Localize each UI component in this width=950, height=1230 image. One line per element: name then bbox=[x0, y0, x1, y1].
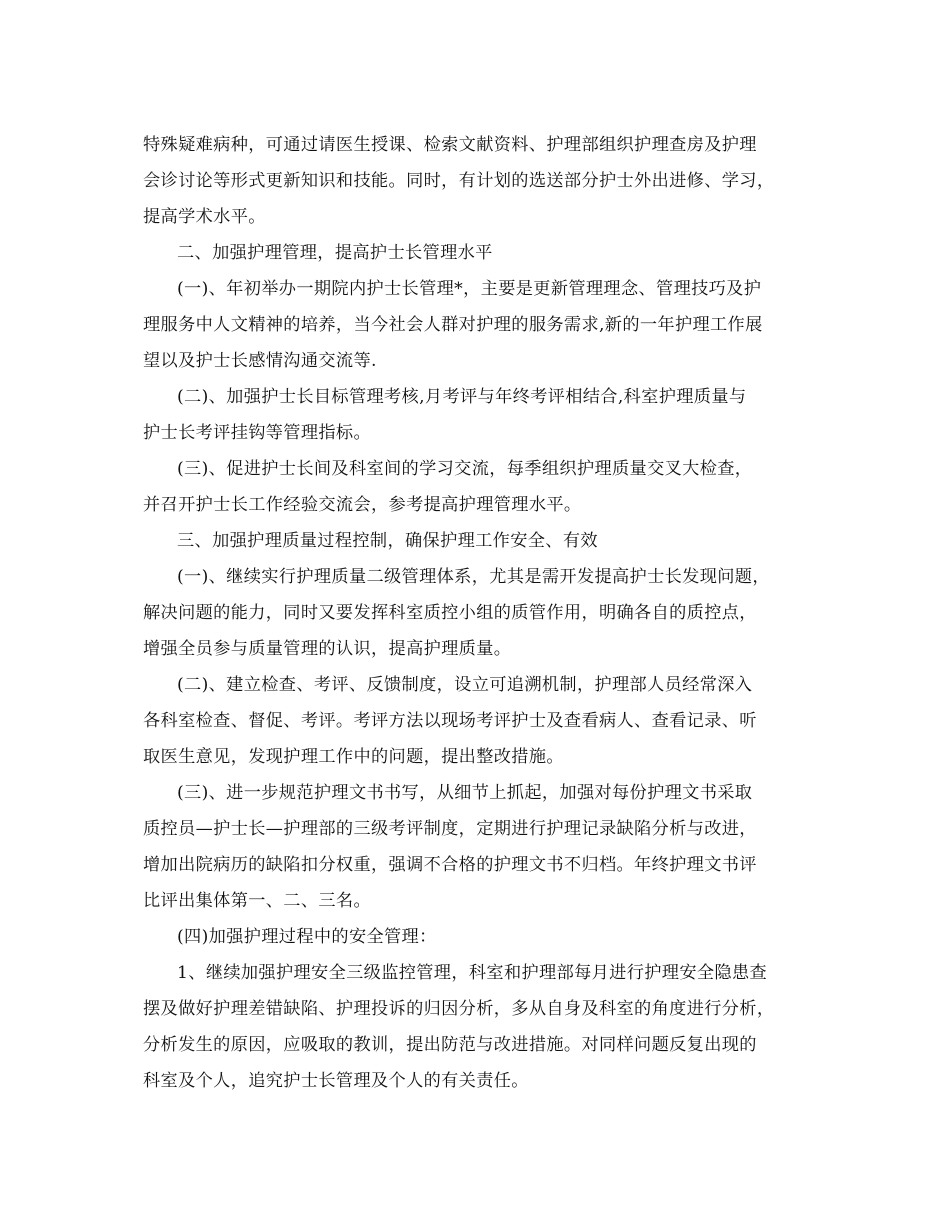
text-line: 护士长考评挂钩等管理指标。 bbox=[143, 423, 371, 443]
section-heading: 三、加强护理质量过程控制，确保护理工作安全、有效 bbox=[177, 531, 598, 551]
text-line: 提高学术水平。 bbox=[143, 207, 266, 227]
text-line: (三)、促进护士长间及科室间的学习交流，每季组织护理质量交叉大检查， bbox=[177, 459, 753, 479]
text-line: 科室及个人，追究护士长管理及个人的有关责任。 bbox=[143, 1071, 529, 1091]
text-line: 望以及护士长感情沟通交流等. bbox=[143, 351, 377, 371]
text-line: 摆及做好护理差错缺陷、护理投诉的归因分析，多从自身及科室的角度进行分析， bbox=[143, 999, 775, 1019]
text-line: 各科室检查、督促、考评。考评方法以现场考评护士及查看病人、查看记录、听 bbox=[143, 711, 757, 731]
section-heading: 二、加强护理管理，提高护士长管理水平 bbox=[177, 243, 493, 263]
text-line: (一)、继续实行护理质量二级管理体系，尤其是需开发提高护士长发现问题， bbox=[177, 567, 770, 587]
document-body bbox=[143, 127, 803, 1099]
text-line: 并召开护士长工作经验交流会，参考提高护理管理水平。 bbox=[143, 495, 582, 515]
text-line: 理服务中人文精神的培养，当今社会人群对护理的服务需求,新的一年护理工作展 bbox=[143, 315, 763, 335]
text-line: 质控员—护士长—护理部的三级考评制度，定期进行护理记录缺陷分析与改进， bbox=[143, 819, 757, 839]
text-line: (三)、进一步规范护理文书书写，从细节上抓起，加强对每份护理文书采取 bbox=[177, 783, 753, 803]
text-line: 取医生意见，发现护理工作中的问题，提出整改措施。 bbox=[143, 747, 564, 767]
text-line: 特殊疑难病种，可通过请医生授课、检索文献资料、护理部组织护理查房及护理 bbox=[143, 135, 757, 155]
text-line: (二)、加强护士长目标管理考核,月考评与年终考评相结合,科室护理质量与 bbox=[177, 387, 747, 407]
text-line: 增强全员参与质量管理的认识，提高护理质量。 bbox=[143, 639, 512, 659]
text-line: 增加出院病历的缺陷扣分权重，强调不合格的护理文书不归档。年终护理文书评 bbox=[143, 855, 757, 875]
text-line: 分析发生的原因，应吸取的教训，提出防范与改进措施。对同样问题反复出现的 bbox=[143, 1035, 757, 1055]
text-line: 解决问题的能力，同时又要发挥科室质控小组的质管作用，明确各自的质控点， bbox=[143, 603, 757, 623]
text-line: (二)、建立检查、考评、反馈制度，设立可追溯机制，护理部人员经常深入 bbox=[177, 675, 753, 695]
subsection-heading: (四)加强护理过程中的安全管理： bbox=[177, 927, 437, 947]
text-line: 1、继续加强护理安全三级监控管理，科室和护理部每月进行护理安全隐患查 bbox=[177, 963, 768, 983]
text-line: (一)、年初举办一期院内护士长管理*，主要是更新管理理念、管理技巧及护 bbox=[177, 279, 762, 299]
text-line: 比评出集体第一、二、三名。 bbox=[143, 891, 371, 911]
text-line: 会诊讨论等形式更新知识和技能。同时，有计划的选送部分护士外出进修、学习， bbox=[143, 171, 775, 191]
